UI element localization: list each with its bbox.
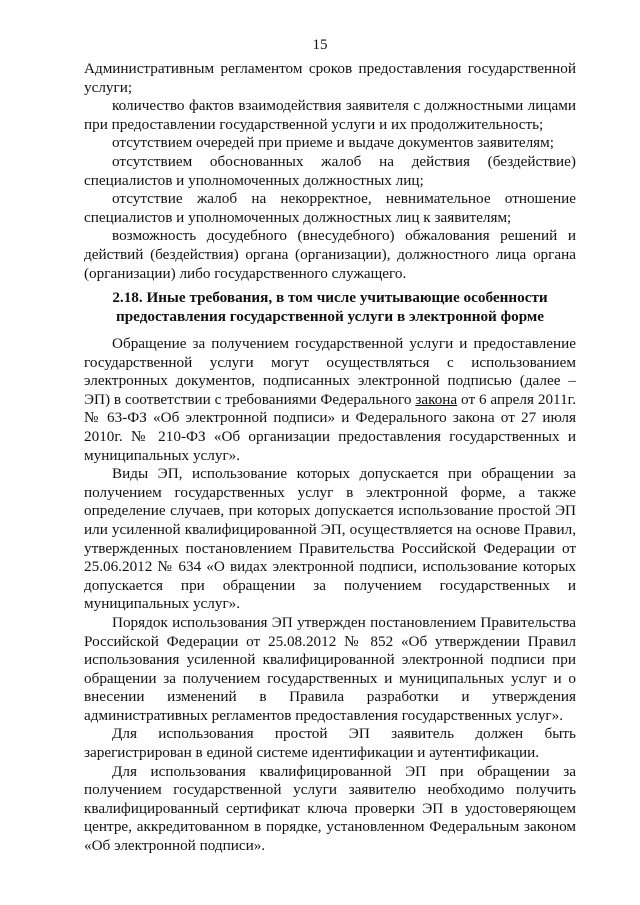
- paragraph: Для использования простой ЭП заявитель должен быть зарегистрирован в единой системе идентификации и аутентификации.: [84, 725, 576, 762]
- law-link[interactable]: закона: [415, 390, 458, 408]
- list-item: отсутствием очередей при приеме и выдаче документов заявителям;: [112, 134, 554, 152]
- list-item: количество фактов взаимодействия заявителя с должностными лицами при предоставлении государственной услуги и их продолжительность;: [84, 97, 576, 133]
- quality-indicators-list: [84, 60, 576, 283]
- section-heading: [84, 288, 576, 326]
- page-number: 15: [312, 37, 328, 53]
- list-item: возможность досудебного (внесудебного) обжалования решений и действий (бездействия) органа (организации), должностного лица органа (организации) либо государственного служащего.: [84, 227, 576, 282]
- paragraph: [84, 335, 576, 465]
- paragraph-text: Обращение за получением государственной услуги и предоставление государственной услуги могут осуществляться с использованием электронных документов, подписанных электронной подписью (далее – ЭП) в соответствии с требованиями Федерального: [84, 335, 576, 408]
- list-item: Административным регламентом сроков предоставления государственной услуги;: [84, 60, 576, 96]
- paragraph: Для использования квалифицированной ЭП при обращении за получением государственной услуги заявителю необходимо получить квалифицированный сертификат ключа проверки ЭП в удостоверяющем центре, аккредитованном в порядке, установленном Федеральным законом «Об электронной подписи».: [84, 762, 576, 855]
- section-heading-line: предоставления государственной услуги в электронной форме: [115, 308, 545, 325]
- section-body: [84, 335, 576, 856]
- list-item: отсутствие жалоб на некорректное, невнимательное отношение специалистов и уполномоченных должностных лиц к заявителям;: [84, 190, 576, 226]
- list-item: отсутствием обоснованных жалоб на действия (бездействие) специалистов и уполномоченных должностных лиц;: [84, 152, 576, 189]
- section-heading-line: 2.18. Иные требования, в том числе учитывающие особенности: [112, 289, 548, 306]
- paragraph: Порядок использования ЭП утвержден постановлением Правительства Российской Федерации от 25.08.2012 № 852 «Об утверждении Правил использования усиленной квалифицированной электронной подписи при обращении за получением государственных и муниципальных услуг и о внесении изменений в Правила разработки и утверждения административных регламентов предоставления государственных услуг».: [84, 613, 576, 724]
- paragraph: Виды ЭП, использование которых допускается при обращении за получением государственных услуг в электронной форме, а также определение случаев, при которых допускается использование простой ЭП или усиленной квалифицированной ЭП, осуществляется на основе Правил, утвержденных постановлением Правительства Российской Федерации от 25.06.2012 № 634 «О видах электронной подписи, использование которых допускается при обращении за получением государственных и муниципальных услуг».: [84, 465, 576, 613]
- paragraph-text: от 6 апреля 2011г. № 63-ФЗ «Об электронной подписи» и Федерального закона от 27 июля 2010г. № 210-ФЗ «Об организации предоставления государственных и муниципальных услуг».: [84, 390, 576, 464]
